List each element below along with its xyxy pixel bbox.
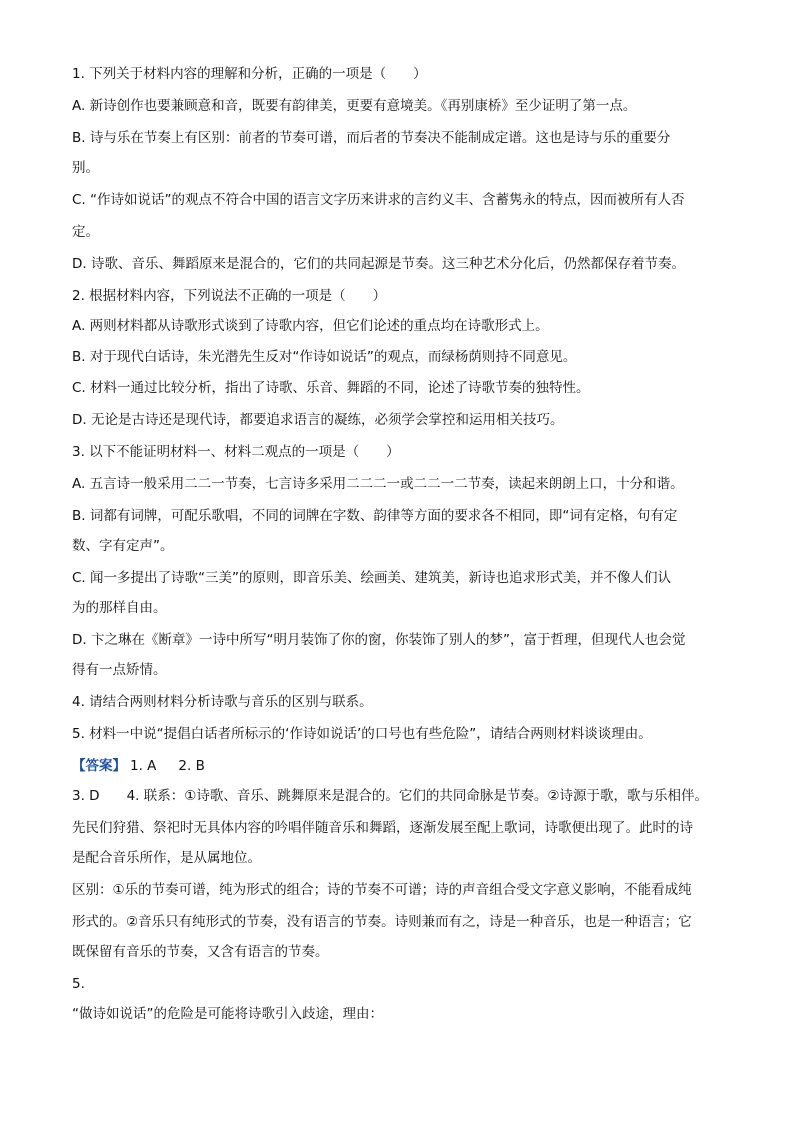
q1-option-c-cont: 定。 — [72, 224, 99, 240]
q3-option-d: D. 卞之琳在《断章》一诗中所写“明月装饰了你的窗，你装饰了别人的梦”，富于哲理，但现代人也会觉 — [72, 632, 686, 648]
answer-4-cont-1: 先民们狩猎、祭祀时无具体内容的吟唱伴随音乐和舞蹈，逐渐发展至配上歌词，诗歌便出现了。此时的诗 — [72, 820, 693, 836]
answer-2: 2. B — [178, 758, 205, 774]
answer-5-label: 5. — [72, 976, 85, 992]
q1-stem: 1. 下列关于材料内容的理解和分析，正确的一项是（ ） — [72, 66, 427, 82]
q1-option-b: B. 诗与乐在节奏上有区别：前者的节奏可谱，而后者的节奏决不能制成定谱。这也是诗与乐的重要分 — [72, 130, 671, 146]
q1-option-c: C. “作诗如说话”的观点不符合中国的语言文字历来讲求的言约义丰、含蓄隽永的特点，因而被所有人否 — [72, 192, 685, 208]
q3-option-b: B. 词都有词牌，可配乐歌唱，不同的词牌在字数、韵律等方面的要求各不相同，即“词有定格，句有定 — [72, 508, 678, 524]
q1-option-d: D. 诗歌、音乐、舞蹈原来是混合的，它们的共同起源是节奏。这三种艺术分化后，仍然都保存着节奏。 — [72, 256, 685, 272]
q2-option-d: D. 无论是古诗还是现代诗，都要追求语言的凝练，必须学会掌控和运用相关技巧。 — [72, 412, 564, 428]
q3-option-c: C. 闻一多提出了诗歌“三美”的原则，即音乐美、绘画美、建筑美，新诗也追求形式美，并不像人们认 — [72, 570, 671, 586]
answer-4-cont-2: 是配合音乐所作，是从属地位。 — [72, 850, 261, 866]
answer-4-diff-1: 区别：①乐的节奏可谱，纯为形式的组合；诗的节奏不可谱；诗的声音组合受文字意义影响，不能看成纯 — [72, 882, 692, 898]
q3-option-d-cont: 得有一点矫情。 — [72, 662, 167, 678]
answer-5-text: “做诗如说话”的危险是可能将诗歌引入歧途，理由： — [72, 1006, 383, 1022]
answer-4-diff-2: 形式的。②音乐只有纯形式的节奏，没有语言的节奏。诗则兼而有之，诗是一种音乐，也是一种语言；它 — [72, 914, 692, 930]
q2-option-a: A. 两则材料都从诗歌形式谈到了诗歌内容，但它们论述的重点均在诗歌形式上。 — [72, 318, 549, 334]
q3-option-b-cont: 数、字有定声”。 — [72, 538, 174, 554]
q2-option-c: C. 材料一通过比较分析，指出了诗歌、乐音、舞蹈的不同，论述了诗歌节奏的独特性。 — [72, 380, 590, 396]
q3-option-c-cont: 为的那样自由。 — [72, 600, 167, 616]
q1-option-a: A. 新诗创作也要兼顾意和音，既要有韵律美，更要有意境美。《再别康桥》至少证明了第一点。 — [72, 98, 637, 114]
q2-stem: 2. 根据材料内容，下列说法不正确的一项是（ ） — [72, 288, 387, 304]
answer-4-diff-3: 既保留有音乐的节奏，又含有语言的节奏。 — [72, 944, 329, 960]
answer-1: 1. A — [130, 758, 157, 774]
q5-stem: 5. 材料一中说“提倡白话者所标示的‘作诗如说话’的口号也有些危险”，请结合两则材料谈谈理由。 — [72, 726, 652, 742]
q4-stem: 4. 请结合两则材料分析诗歌与音乐的区别与联系。 — [72, 694, 373, 710]
answer-3-4: 3. D 4. 联系：①诗歌、音乐、跳舞原来是混合的。它们的共同命脉是节奏。②诗源于歌，歌与乐相伴。 — [72, 788, 708, 804]
q1-option-b-cont: 别。 — [72, 160, 99, 176]
answer-line — [72, 756, 732, 776]
answer-tag: 【答案】 — [72, 758, 126, 774]
q2-option-b: B. 对于现代白话诗，朱光潜先生反对“作诗如说话”的观点，而绿杨荫则持不同意见。 — [72, 349, 577, 365]
q3-option-a: A. 五言诗一般采用二二一节奏，七言诗多采用二二二一或二二一二节奏，读起来朗朗上口，十分和谐。 — [72, 476, 684, 492]
q3-stem: 3. 以下不能证明材料一、材料二观点的一项是（ ） — [72, 444, 400, 460]
